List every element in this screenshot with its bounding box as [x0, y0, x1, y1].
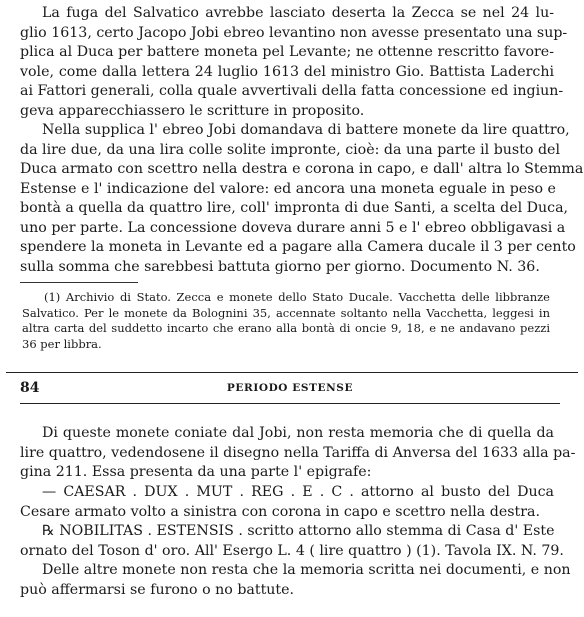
text-line: lire quattro, vedendosene il disegno nella Tariffa di Anversa del 1633 alla pa-	[20, 444, 576, 461]
footnote-rule	[20, 282, 138, 283]
page-divider	[6, 372, 578, 373]
text-line: plica al Duca per battere moneta pel Levante; ne ottenne rescritto favore-	[20, 44, 554, 61]
text-line: può affermarsi se furono o no battute.	[20, 581, 295, 598]
text-line: vole, come dalla lettera 24 luglio 1613 del ministro Gio. Battista Laderchi	[20, 63, 554, 80]
running-title: PERIODO ESTENSE	[226, 382, 354, 394]
lower-paragraph-3	[20, 522, 564, 561]
text-line: ℞ NOBILITAS . ESTENSIS . scritto attorno allo stemma di Casa d' Este	[42, 523, 555, 539]
text-line: da lire due, da una lira colle solite impronte, cioè: da una parte il busto del	[20, 141, 560, 158]
text-line: Delle altre monete non resta che la memoria scritta nei documenti, e non	[42, 562, 571, 578]
header-rule	[20, 403, 560, 404]
footnote-line: Salvatico. Per le monete da Bolognini 35, accennate soltanto nella Vacchetta, leggesi in	[22, 305, 550, 320]
text-line: La fuga del Salvatico avrebbe lasciato deserta la Zecca se nel 24 lu-	[42, 5, 554, 21]
text-line: Estense e l' indicazione del valore: ed ancora una moneta eguale in peso e	[20, 180, 556, 197]
text-line: bontà a quella da quattro lire, coll' impronta di due Santi, a scelta del Duca,	[20, 200, 569, 217]
text-line: Duca armato con scettro nella destra e corona in capo, e dall' altra lo Stemma	[20, 161, 584, 178]
text-line: Nella supplica l' ebreo Jobi domandava di battere monete da lire quattro,	[42, 122, 570, 138]
lower-paragraph-1	[20, 424, 576, 483]
page-header	[20, 380, 560, 400]
text-line: Cesare armato volto a sinistra con corona in capo e scettro nella destra.	[20, 503, 540, 520]
text-line: sulla somma che sarebbesi battuta giorno per giorno. Documento N. 36.	[20, 258, 540, 275]
text-line: ornato del Toson d' oro. All' Esergo L. 4 ( lire quattro ) (1). Tavola IX. N. 79.	[20, 542, 564, 559]
upper-paragraph-1	[20, 4, 568, 121]
page-number: 84	[20, 380, 40, 396]
upper-paragraph-2	[20, 121, 584, 277]
lower-paragraph-2	[20, 483, 554, 522]
text-line: — CAESAR . DUX . MUT . REG . E . C . attorno al busto del Duca	[42, 484, 554, 500]
text-line: uno per parte. La concessione doveva durare anni 5 e l' ebreo obbligavasi a	[20, 219, 566, 236]
footnote-line: 36 per libbra.	[22, 337, 102, 352]
footnote	[22, 290, 550, 353]
footnote-line: altra carta del suddetto incarto che erano alla bontà di oncie 9, 18, e ne andavano pezzi	[22, 321, 550, 336]
lower-paragraph-4	[20, 561, 571, 600]
text-line: ai Fattori generali, colla quale avvertivali della fatta concessione ed ingiun-	[20, 83, 564, 100]
footnote-line: (1) Archivio di Stato. Zecca e monete dello Stato Ducale. Vacchetta delle libbranze	[44, 290, 550, 304]
text-line: geva apparecchiassero le scritture in proposito.	[20, 102, 365, 119]
text-line: Di queste monete coniate dal Jobi, non resta memoria che di quella da	[42, 425, 554, 441]
text-line: spendere la moneta in Levante ed a pagare alla Camera ducale il 3 per cento	[20, 239, 576, 256]
text-line: glio 1613, certo Jacopo Jobi ebreo levantino non avesse presentato una sup-	[20, 24, 568, 41]
text-line: gina 211. Essa presenta da una parte l' epigrafe:	[20, 464, 372, 481]
